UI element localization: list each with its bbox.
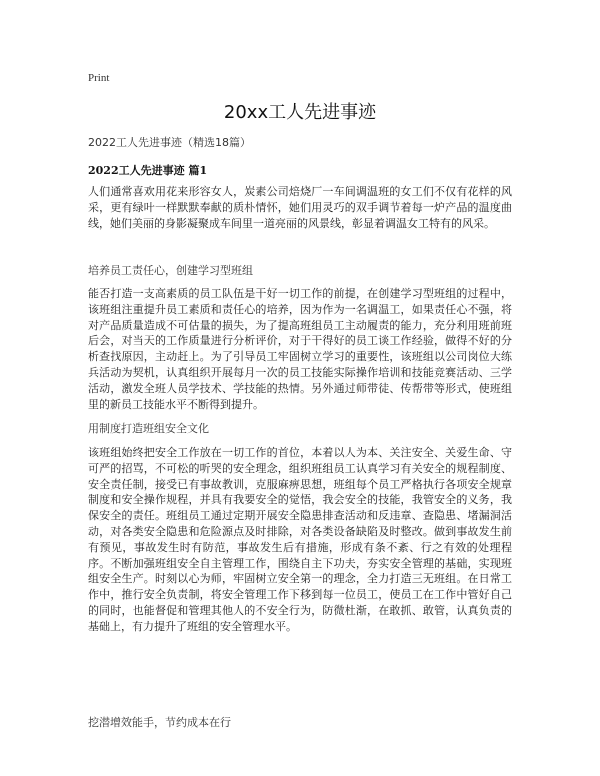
heading-cost: 挖潜增效能手，节约成本在行 [88,716,231,729]
heading-responsibility: 培养员工责任心，创建学习型班组 [88,264,253,277]
paragraph-intro: 人们通常喜欢用花来形容女人，炭素公司焙烧厂一车间调温班的女工们不仅有花样的风采，更有绿叶一样默默奉献的质朴情怀，她们用灵巧的双手调节着每一炉产品的温度曲线，她们美丽的身影凝聚成车间里一道亮丽的风景线，彰显着调温女工特有的风采。 [88,185,512,230]
paragraph-learning: 能否打造一支高素质的员工队伍是干好一切工作的前提，在创建学习型班组的过程中，该班组注重提升员工素质和责任心的培养，因为作为一名调温工，如果责任心不强，将对产品质量造成不可估量的损失，为了提高班组员工主动履责的能力，充分利用班前班后会，对当天的工作质量进行分析评价，对于干得好的员工谈工作经验，做得不好的分析查找原因，主动赶上。为了引导员工牢固树立学习的重要性，该班组以公司岗位大练兵活动为契机，认真组织开展每月一次的员工技能实际操作培训和技能竞赛活动、三学活动，激发全班人员学技术、学技能的热情。另外通过师带徒、传帮带等形式，使班组里的新员工技能水平不断得到提升。 [88,287,512,411]
page-title: 20xx工人先进事迹 [223,102,377,123]
document-subtitle: 2022工人先进事迹（精选18篇） [88,136,251,149]
print-link[interactable]: Print [88,72,110,84]
section-title: 2022工人先进事迹 篇1 [88,164,208,177]
paragraph-safety: 该班组始终把安全工作放在一切工作的首位，本着以人为本、关注安全、关爱生命、守可严的招骂，不可松的听哭的安全理念，组织班组员工认真学习有关安全的规程制度、安全责任制，接受已有事故教训，克服麻痹思想，班组每个员工严格执行各项安全规章制度和安全操作规程，并具有我要安全的觉悟，我会安全的技能，我管安全的义务，我保安全的责任。班组员工通过定期开展安全隐患排查活动和反违章、查隐患、堵漏洞活动，对各类安全隐患和危险源点及时排除，对各类设备缺陷及时整改。做到事故发生前有预见，事故发生时有防范，事故发生后有措施，形成有条不紊、行之有效的处理程序。不断加强班组安全自主管理工作，围绕自主下功夫，夯实安全管理的基础，实现班组安全生产。时刻以心为师，牢固树立安全第一的理念，全力打造三无班组。在日常工作中，推行安全负责制，将安全管理工作下移到每一位员工，使员工在工作中管好自己的同时，也能督促和管理其他人的不安全行为，防微杜渐，在敢抓、敢管，认真负责的基础上，有力提升了班组的安全管理水平。 [88,446,512,633]
heading-safety: 用制度打造班组安全文化 [88,422,209,435]
